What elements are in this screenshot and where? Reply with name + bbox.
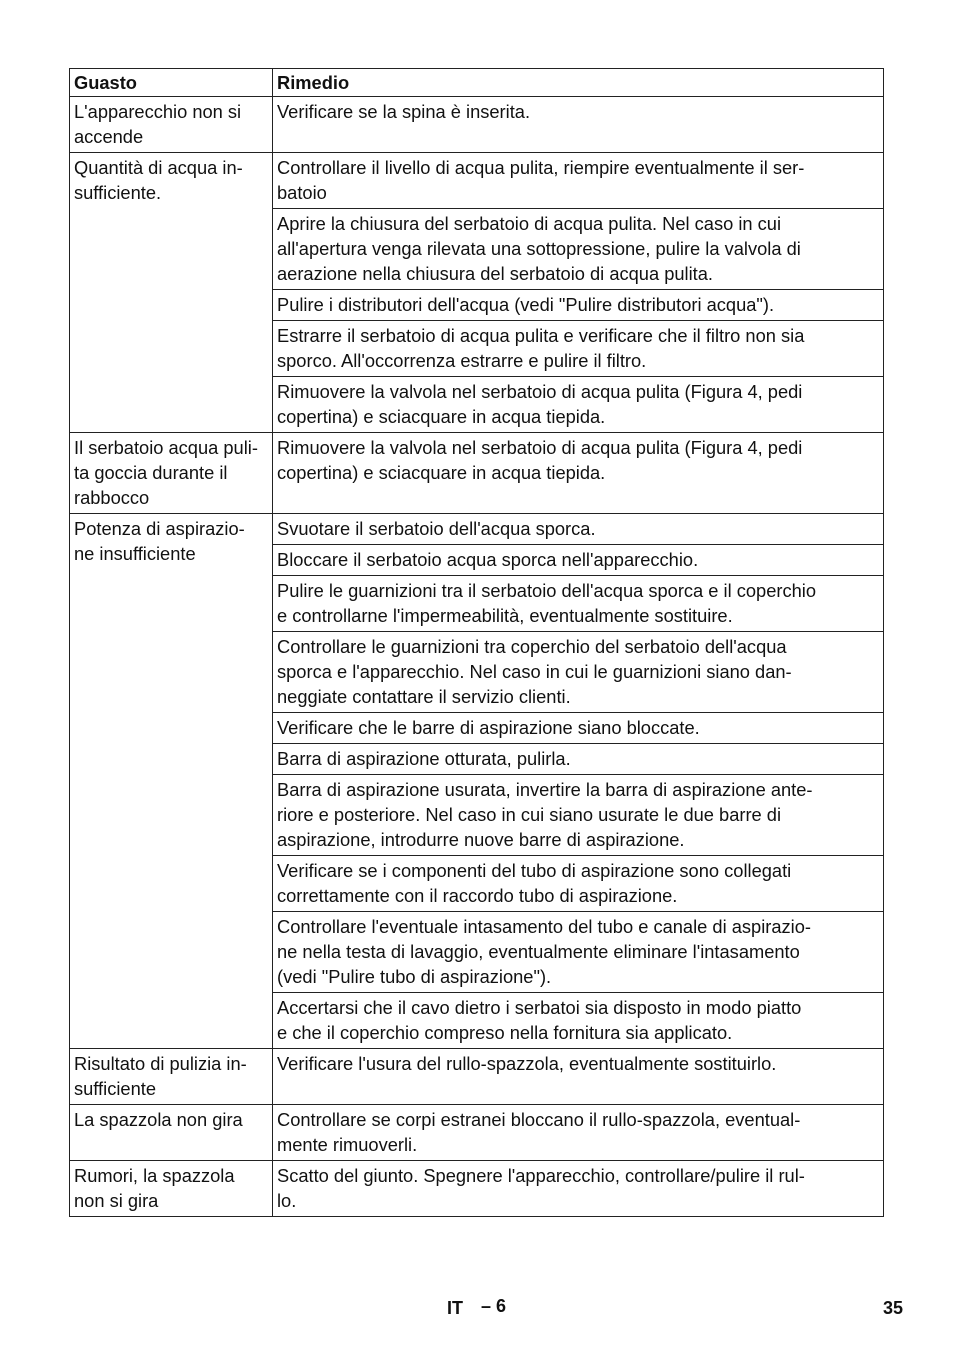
cell-line: riore e posteriore. Nel caso in cui siano usurate le due barre di — [277, 804, 782, 825]
cell-line: ta goccia durante il — [74, 462, 228, 483]
remedy-cell — [273, 514, 884, 545]
cell-line: Svuotare il serbatoio dell'acqua sporca. — [277, 518, 596, 539]
cell-line: batoio — [277, 182, 327, 203]
cell-line: Controllare il livello di acqua pulita, riempire eventualmente il ser- — [277, 157, 805, 178]
cell-line: copertina) e sciacquare in acqua tiepida. — [277, 406, 606, 427]
table-row — [70, 1161, 884, 1217]
remedy-cell — [273, 993, 884, 1049]
cell-line: Controllare se corpi estranei bloccano il rullo-spazzola, eventual- — [277, 1109, 801, 1130]
cell-line: sufficiente. — [74, 182, 162, 203]
troubleshooting-table — [69, 68, 884, 1217]
footer-language: IT — [447, 1298, 463, 1318]
cell-line: sporca e l'apparecchio. Nel caso in cui le guarnizioni siano dan- — [277, 661, 792, 682]
remedy-cell — [273, 1049, 884, 1105]
remedy-cell — [273, 377, 884, 433]
cell-line: e controllarne l'impermeabilità, eventualmente sostituire. — [277, 605, 733, 626]
table-header-row — [70, 69, 884, 97]
remedy-cell — [273, 912, 884, 993]
cell-line: Pulire i distributori dell'acqua (vedi "Pulire distributori acqua"). — [277, 294, 775, 315]
table-body — [70, 97, 884, 1217]
remedy-cell — [273, 290, 884, 321]
remedy-cell — [273, 153, 884, 209]
cell-line: Aprire la chiusura del serbatoio di acqua pulita. Nel caso in cui — [277, 213, 782, 234]
cell-line: Rimuovere la valvola nel serbatoio di acqua pulita (Figura 4, pedi — [277, 381, 803, 402]
cell-line: non si gira — [74, 1190, 159, 1211]
cell-line: Estrarre il serbatoio di acqua pulita e verificare che il filtro non sia — [277, 325, 805, 346]
cell-line: Verificare se la spina è inserita. — [277, 101, 531, 122]
cell-line: Barra di aspirazione otturata, pulirla. — [277, 748, 571, 769]
cell-line: all'apertura venga rilevata una sottopressione, pulire la valvola di — [277, 238, 801, 259]
cell-line: accende — [74, 126, 144, 147]
cell-line: Rimuovere la valvola nel serbatoio di acqua pulita (Figura 4, pedi — [277, 437, 803, 458]
remedy-cell — [273, 321, 884, 377]
remedy-cell — [273, 713, 884, 744]
remedy-cell — [273, 433, 884, 514]
cell-line: Accertarsi che il cavo dietro i serbatoi sia disposto in modo piatto — [277, 997, 802, 1018]
fault-cell — [70, 153, 273, 433]
table-row — [70, 153, 884, 209]
remedy-cell — [273, 1105, 884, 1161]
fault-cell — [70, 1049, 273, 1105]
table-row — [70, 97, 884, 153]
cell-line: Verificare che le barre di aspirazione siano bloccate. — [277, 717, 700, 738]
fault-cell — [70, 433, 273, 514]
footer-section: – 6 — [481, 1296, 507, 1316]
cell-line: Controllare le guarnizioni tra coperchio del serbatoio dell'acqua — [277, 636, 787, 657]
cell-line: La spazzola non gira — [74, 1109, 243, 1130]
cell-line: ne insufficiente — [74, 543, 196, 564]
cell-line: aerazione nella chiusura del serbatoio di acqua pulita. — [277, 263, 713, 284]
cell-line: Risultato di pulizia in- — [74, 1053, 247, 1074]
fault-cell — [70, 97, 273, 153]
table-row — [70, 1049, 884, 1105]
fault-cell — [70, 1161, 273, 1217]
cell-line: Quantità di acqua in- — [74, 157, 243, 178]
remedy-cell — [273, 744, 884, 775]
cell-line: Potenza di aspirazio- — [74, 518, 245, 539]
table-row — [70, 433, 884, 514]
footer-page-number: 35 — [883, 1298, 904, 1318]
fault-cell — [70, 1105, 273, 1161]
cell-line: Verificare l'usura del rullo-spazzola, eventualmente sostituirlo. — [277, 1053, 777, 1074]
cell-line: neggiate contattare il servizio clienti. — [277, 686, 571, 707]
cell-line: e che il coperchio compreso nella fornitura sia applicato. — [277, 1022, 733, 1043]
remedy-cell — [273, 1161, 884, 1217]
cell-line: Bloccare il serbatoio acqua sporca nell'apparecchio. — [277, 549, 699, 570]
header-rimedio: Rimedio — [273, 69, 884, 97]
cell-line: mente rimuoverli. — [277, 1134, 418, 1155]
remedy-cell — [273, 632, 884, 713]
cell-line: copertina) e sciacquare in acqua tiepida. — [277, 462, 606, 483]
cell-line: ne nella testa di lavaggio, eventualmente eliminare l'intasamento — [277, 941, 800, 962]
cell-line: L'apparecchio non si — [74, 101, 242, 122]
cell-line: correttamente con il raccordo tubo di aspirazione. — [277, 885, 678, 906]
remedy-cell — [273, 856, 884, 912]
cell-line: Pulire le guarnizioni tra il serbatoio dell'acqua sporca e il coperchio — [277, 580, 817, 601]
table-row — [70, 514, 884, 545]
cell-line: Il serbatoio acqua puli- — [74, 437, 258, 458]
fault-cell — [70, 514, 273, 1049]
cell-line: sporco. All'occorrenza estrarre e pulire il filtro. — [277, 350, 647, 371]
cell-line: lo. — [277, 1190, 297, 1211]
cell-line: aspirazione, introdurre nuove barre di aspirazione. — [277, 829, 685, 850]
cell-line: Controllare l'eventuale intasamento del tubo e canale di aspirazio- — [277, 916, 811, 937]
header-guasto: Guasto — [70, 69, 273, 97]
remedy-cell — [273, 775, 884, 856]
cell-line: Verificare se i componenti del tubo di aspirazione sono collegati — [277, 860, 792, 881]
remedy-cell — [273, 545, 884, 576]
cell-line: Scatto del giunto. Spegnere l'apparecchio, controllare/pulire il rul- — [277, 1165, 805, 1186]
table-row — [70, 1105, 884, 1161]
cell-line: (vedi "Pulire tubo di aspirazione"). — [277, 966, 552, 987]
cell-line: rabbocco — [74, 487, 150, 508]
remedy-cell — [273, 97, 884, 153]
remedy-cell — [273, 209, 884, 290]
cell-line: Rumori, la spazzola — [74, 1165, 235, 1186]
remedy-cell — [273, 576, 884, 632]
cell-line: sufficiente — [74, 1078, 156, 1099]
cell-line: Barra di aspirazione usurata, invertire la barra di aspirazione ante- — [277, 779, 813, 800]
